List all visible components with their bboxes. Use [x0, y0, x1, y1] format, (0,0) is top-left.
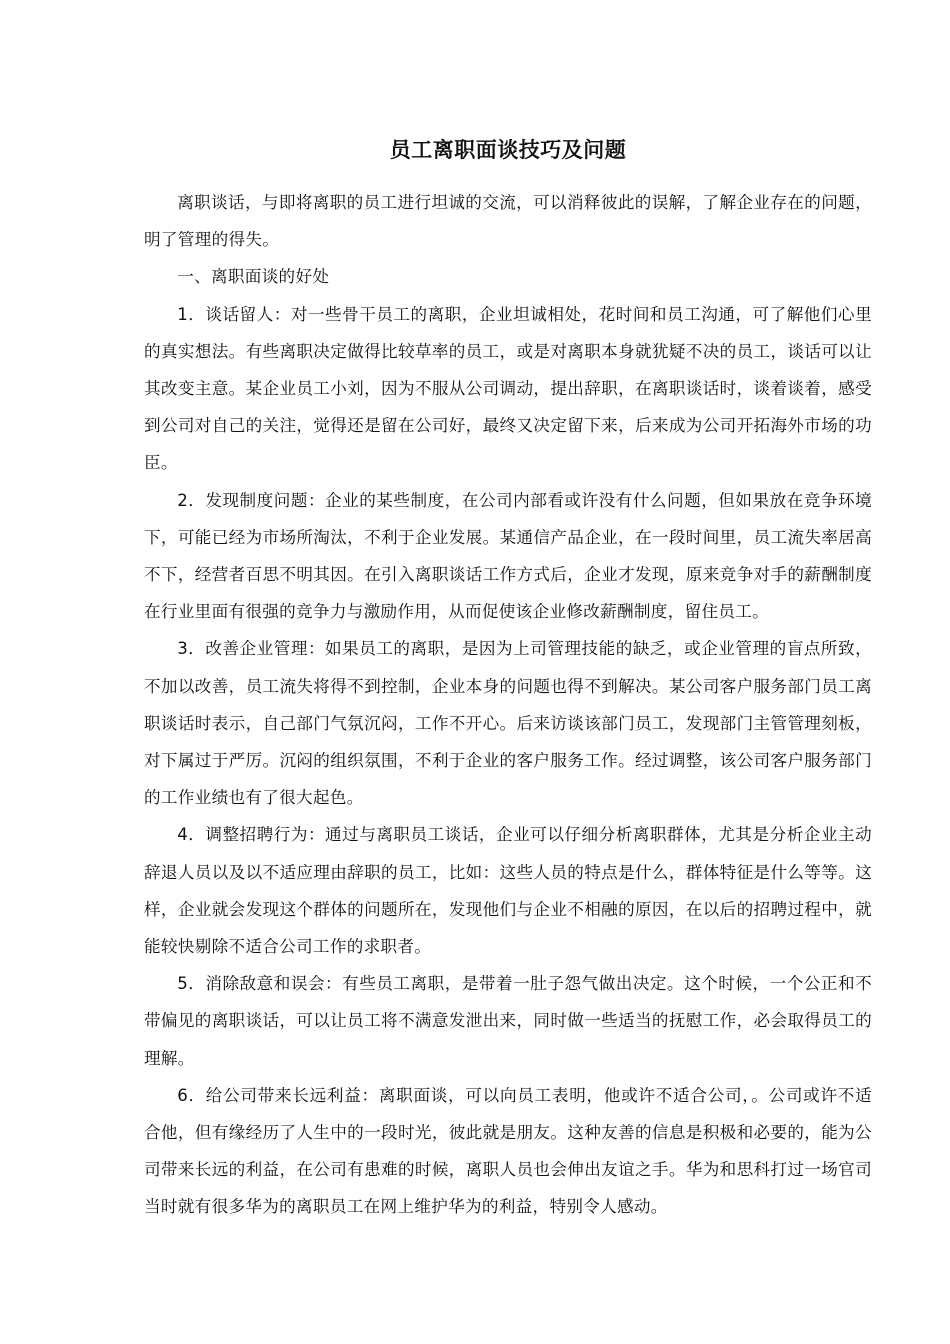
document-body	[144, 184, 872, 1226]
paragraph-item-3: 3．改善企业管理：如果员工的离职，是因为上司管理技能的缺乏，或企业管理的盲点所致，不加以改善，员工流失将得不到控制，企业本身的问题也得不到解决。某公司客户服务部门员工离职谈话时表示，自己部门气氛沉闷，工作不开心。后来访谈该部门员工，发现部门主管管理刻板，对下属过于严厉。沉闷的组织氛围，不利于企业的客户服务工作。经过调整，该公司客户服务部门的工作业绩也有了很大起色。	[144, 639, 872, 808]
paragraph-intro: 离职谈话，与即将离职的员工进行坦诚的交流，可以消释彼此的误解，了解企业存在的问题，明了管理的得失。	[144, 193, 872, 250]
paragraph-item-1: 1．谈话留人：对一些骨干员工的离职，企业坦诚相处，花时间和员工沟通，可了解他们心里的真实想法。有些离职决定做得比较草率的员工，或是对离职本身就犹疑不决的员工，谈话可以让其改变主意。某企业员工小刘，因为不服从公司调动，提出辞职，在离职谈话时，谈着谈着，感受到公司对自己的关注，觉得还是留在公司好，最终又决定留下来，后来成为公司开拓海外市场的功臣。	[144, 304, 872, 473]
section-heading-benefits: 一、离职面谈的好处	[177, 267, 330, 287]
paragraph-item-2: 2．发现制度问题：企业的某些制度，在公司内部看或许没有什么问题，但如果放在竞争环境下，可能已经为市场所淘汰，不利于企业发展。某通信产品企业，在一段时间里，员工流失率居高不下，经营者百思不明其因。在引入离职谈话工作方式后，企业才发现，原来竞争对手的薪酬制度在行业里面有很强的竞争力与激励作用，从而促使该企业修改薪酬制度，留住员工。	[144, 490, 872, 622]
paragraph-item-6: 6．给公司带来长远利益：离职面谈，可以向员工表明，他或许不适合公司，。公司或许不适合他，但有缘经历了人生中的一段时光，彼此就是朋友。这种友善的信息是积极和必要的，能为公司带来长远的利益，在公司有患难的时候，离职人员也会伸出友谊之手。华为和思科打过一场官司当时就有很多华为的离职员工在网上维护华为的利益，特别令人感动。	[144, 1085, 872, 1217]
document-title: 员工离职面谈技巧及问题	[389, 138, 627, 162]
paragraph-item-5: 5．消除敌意和误会：有些员工离职，是带着一肚子怨气做出决定。这个时候，一个公正和不带偏见的离职谈话，可以让员工将不满意发泄出来，同时做一些适当的抚慰工作，必会取得员工的理解。	[144, 974, 872, 1068]
paragraph-item-4: 4．调整招聘行为：通过与离职员工谈话，企业可以仔细分析离职群体，尤其是分析企业主动辞退人员以及以不适应理由辞职的员工，比如：这些人员的特点是什么，群体特征是什么等等。这样，企业就会发现这个群体的问题所在，发现他们与企业不相融的原因，在以后的招聘过程中，就能较快剔除不适合公司工作的求职者。	[144, 825, 872, 957]
